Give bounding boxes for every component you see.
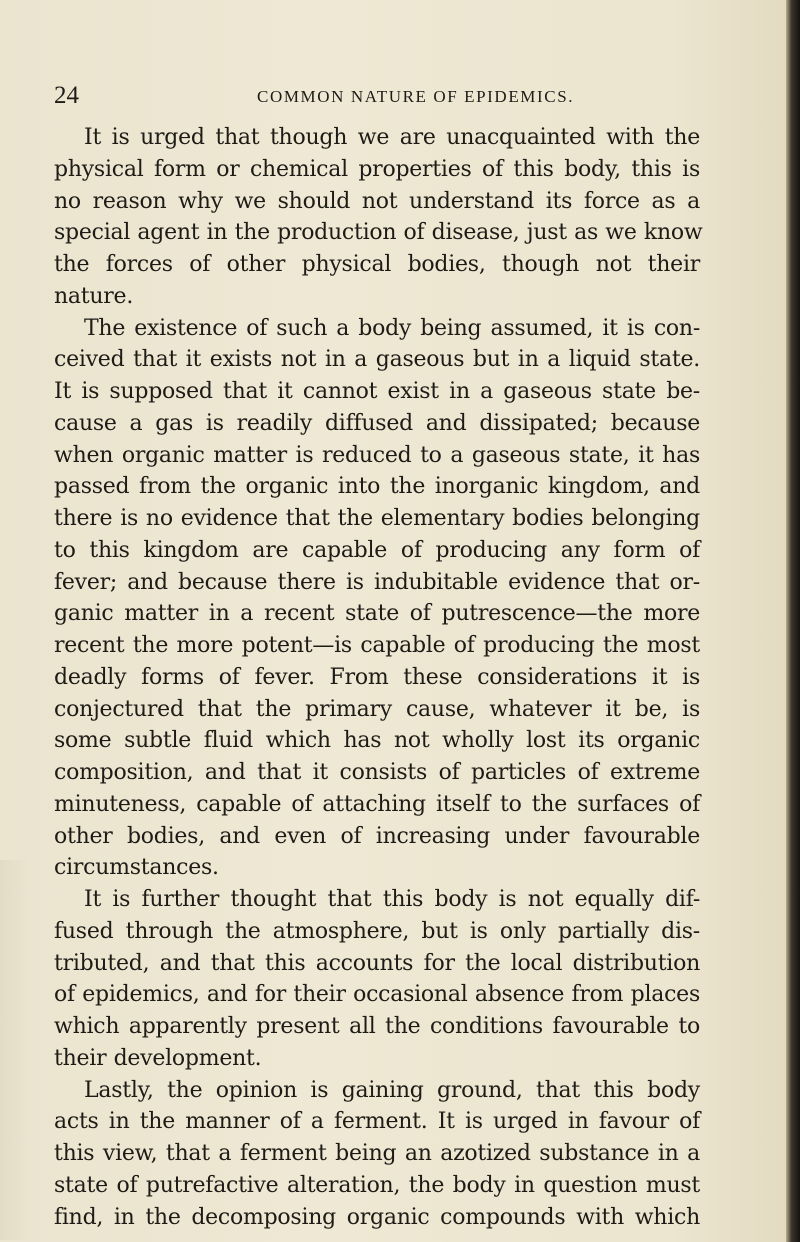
text-line: circumstances. [54,855,219,881]
text-line: It is supposed that it cannot exist in a gaseous state be- [54,379,700,404]
text-line: conjectured that the primary cause, whatever it be, is [54,696,700,722]
book-spine-edge [786,0,800,1242]
text-line: It is further thought that this body is not equally dif- [84,887,700,912]
text-line: minuteness, capable of attaching itself to the surfaces of [54,791,700,817]
text-line: fever; and because there is indubitable evidence that or- [54,569,700,595]
text-line: tributed, and that this accounts for the local distribution [54,950,700,976]
text-line: composition, and that it consists of particles of extreme [54,760,700,785]
text-line: fused through the atmosphere, but is only partially dis- [54,918,700,944]
text-line: some subtle fluid which has not wholly lost its organic [54,728,700,754]
text-line: there is no evidence that the elementary bodies belonging [54,506,700,531]
text-line: Lastly, the opinion is gaining ground, that this body [84,1077,700,1103]
page-number: 24 [54,82,79,109]
text-line: find, in the decomposing organic compounds with which [54,1204,700,1230]
page-stain [0,860,30,1240]
text-line: The existence of such a body being assumed, it is con- [84,315,700,341]
text-line: to this kingdom are capable of producing any form of [54,537,700,563]
text-line: cause a gas is readily diffused and dissipated; because [54,410,700,436]
text-line: special agent in the production of disease, just as we know [54,220,703,246]
body-text [54,122,703,1233]
text-line: ganic matter in a recent state of putrescence—the more [54,601,700,627]
text-line: recent the more potent—is capable of producing the most [54,633,700,658]
text-line: It is urged that though we are unacquainted with the [84,125,700,150]
text-line: other bodies, and even of increasing under favourable [54,823,700,849]
text-line: when organic matter is reduced to a gaseous state, it has [54,442,700,468]
text-line: acts in the manner of a ferment. It is urged in favour of [54,1109,700,1135]
text-line: physical form or chemical properties of this body, this is [54,156,700,182]
running-head: COMMON NATURE OF EPIDEMICS. [257,87,575,106]
text-line: of epidemics, and for their occasional absence from places [54,982,700,1008]
text-line: which apparently present all the conditions favourable to [54,1014,700,1039]
text-line: this view, that a ferment being an azotized substance in a [54,1141,700,1166]
text-line: their development. [54,1045,262,1071]
text-line: passed from the organic into the inorganic kingdom, and [54,474,700,500]
text-line: no reason why we should not understand its force as a [54,188,700,214]
text-line: nature. [54,283,134,309]
text-line: ceived that it exists not in a gaseous but in a liquid state. [54,347,700,373]
text-line: state of putrefactive alteration, the body in question must [54,1172,700,1198]
page-header [0,82,790,118]
text-line: the forces of other physical bodies, though not their [54,252,700,277]
text-line: deadly forms of fever. From these considerations it is [54,664,700,690]
